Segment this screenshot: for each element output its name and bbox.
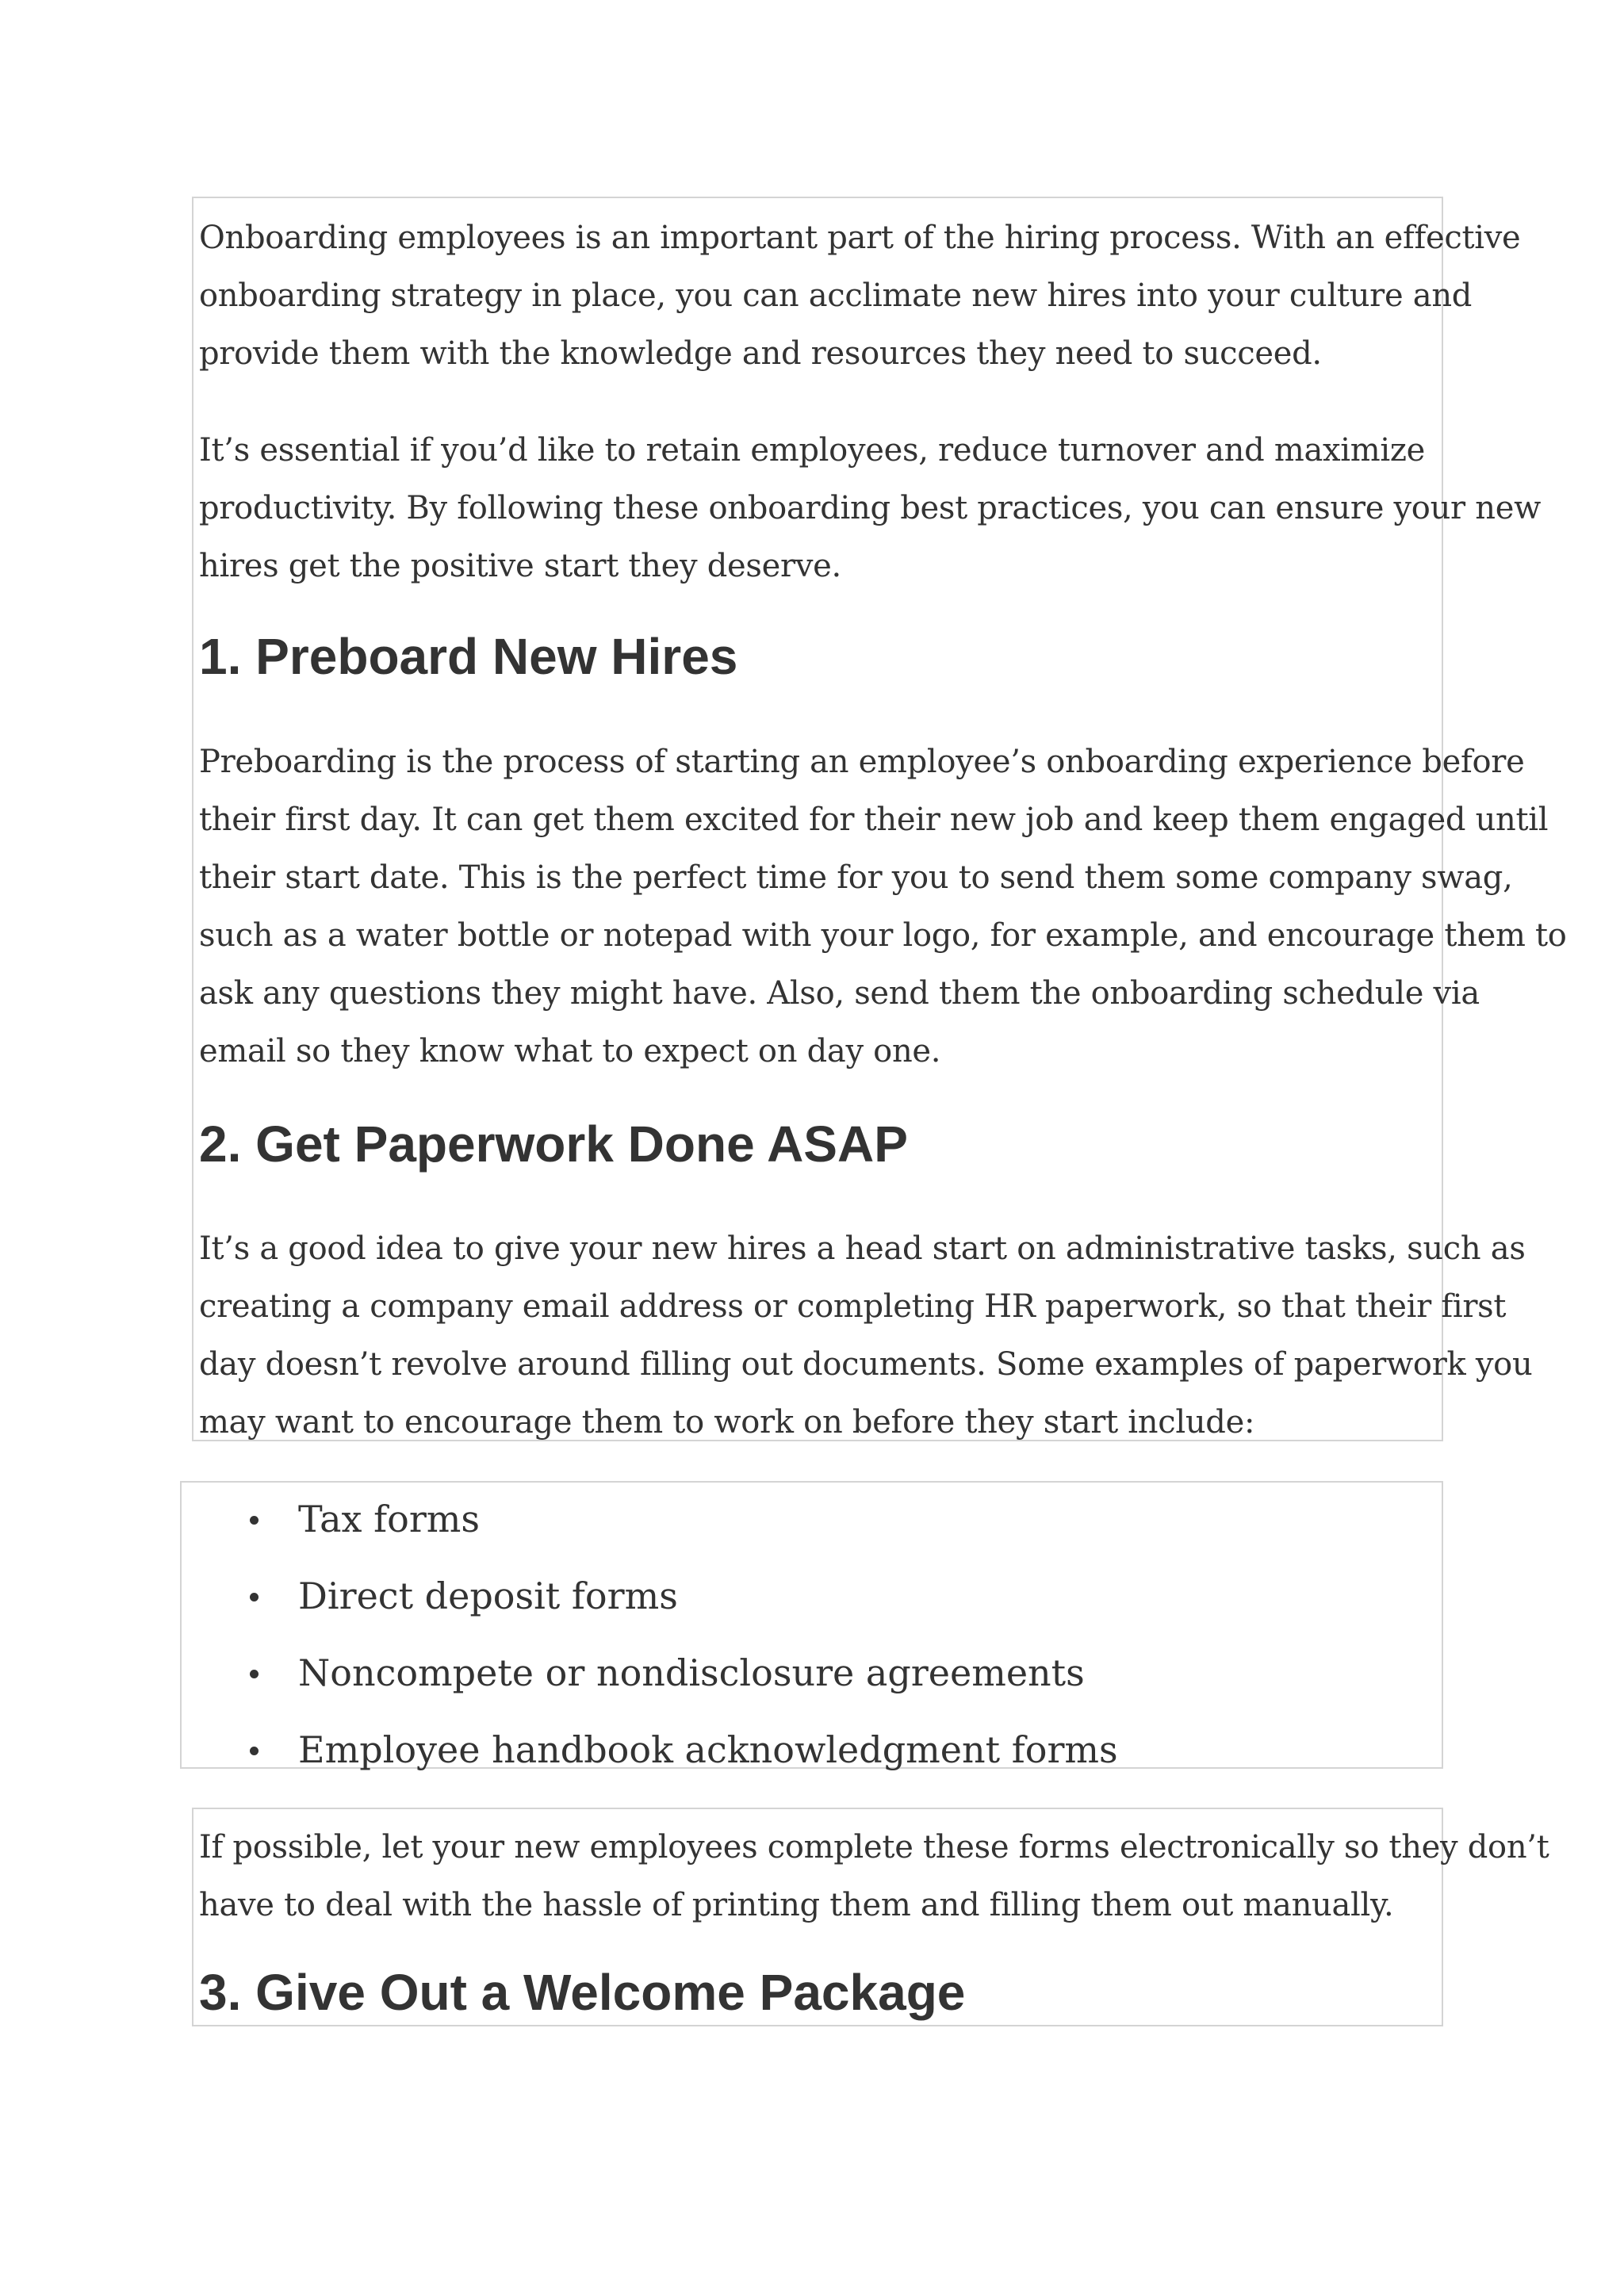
section-heading-paperwork: 2. Get Paperwork Done ASAP (199, 1115, 908, 1173)
bullet-icon (250, 1516, 259, 1525)
paperwork-paragraph (199, 1220, 1532, 1452)
intro-paragraph-2 (199, 422, 1541, 595)
list-item (238, 1490, 1118, 1567)
text-line: such as a water bottle or notepad with your logo, for example, and encourage them to (199, 917, 1567, 954)
list-item (238, 1721, 1118, 1798)
bullet-icon (250, 1593, 259, 1601)
text-line: their first day. It can get them excited for their new job and keep them engaged until (199, 802, 1549, 838)
bullet-icon (250, 1670, 259, 1678)
list-item-label: Direct deposit forms (298, 1575, 678, 1617)
text-line: provide them with the knowledge and resources they need to succeed. (199, 335, 1322, 372)
list-item-label: Tax forms (298, 1498, 481, 1540)
list-item-label: Employee handbook acknowledgment forms (298, 1728, 1118, 1771)
text-line: day doesn’t revolve around filling out documents. Some examples of paperwork you (199, 1346, 1533, 1383)
text-line: Onboarding employees is an important part of the hiring process. With an effective (199, 220, 1521, 256)
list-item-label: Noncompete or nondisclosure agreements (298, 1651, 1085, 1694)
text-line: email so they know what to expect on day one. (199, 1033, 941, 1070)
text-line: ask any questions they might have. Also, send them the onboarding schedule via (199, 975, 1480, 1012)
section-heading-welcome: 3. Give Out a Welcome Package (199, 1964, 966, 2021)
paperwork-list (238, 1490, 1118, 1798)
text-line: onboarding strategy in place, you can acclimate new hires into your culture and (199, 277, 1473, 314)
text-line: have to deal with the hassle of printing them and filling them out manually. (199, 1887, 1394, 1923)
text-line: hires get the positive start they deserve. (199, 548, 841, 584)
text-line: creating a company email address or completing HR paperwork, so that their first (199, 1288, 1507, 1325)
list-item (238, 1567, 1118, 1644)
text-line: may want to encourage them to work on before they start include: (199, 1404, 1255, 1441)
text-line: It’s essential if you’d like to retain employees, reduce turnover and maximize (199, 432, 1426, 469)
list-item (238, 1644, 1118, 1721)
followup-paragraph (199, 1819, 1549, 1934)
text-line: their start date. This is the perfect time for you to send them some company swag, (199, 859, 1513, 896)
intro-paragraph-1 (199, 209, 1520, 383)
text-line: It’s a good idea to give your new hires a head start on administrative tasks, such as (199, 1230, 1526, 1267)
section-heading-preboard: 1. Preboard New Hires (199, 628, 738, 685)
text-line: productivity. By following these onboarding best practices, you can ensure your new (199, 490, 1542, 526)
preboard-paragraph (199, 733, 1567, 1081)
text-line: Preboarding is the process of starting an employee’s onboarding experience before (199, 744, 1525, 780)
bullet-icon (250, 1747, 259, 1755)
text-line: If possible, let your new employees complete these forms electronically so they don’t (199, 1829, 1549, 1866)
